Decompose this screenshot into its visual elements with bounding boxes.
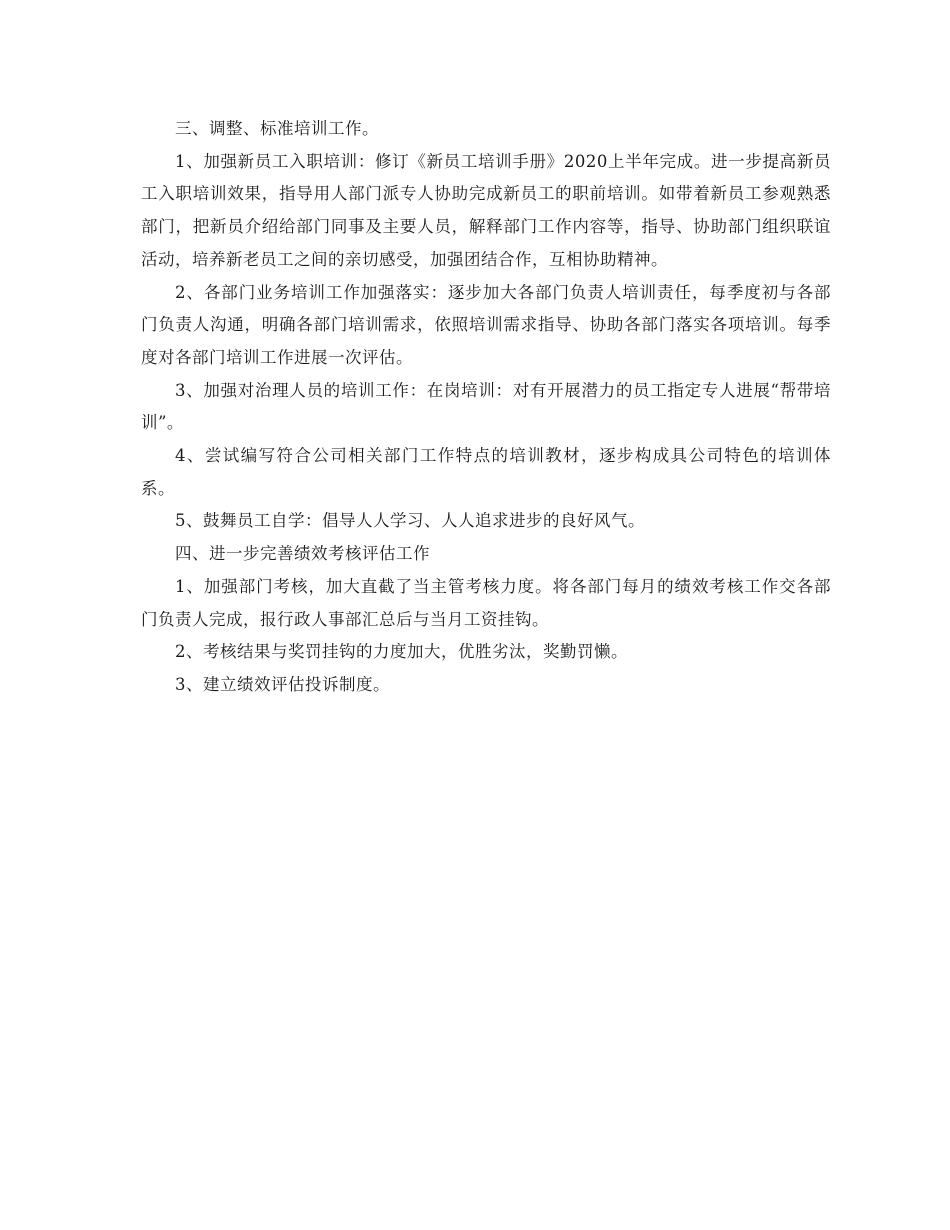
paragraph-self-study: 5、鼓舞员工自学：倡导人人学习、人人追求进步的良好风气。 [175,511,645,531]
section-heading-4: 四、进一步完善绩效考核评估工作 [175,544,430,564]
paragraph-training-materials: 4、尝试编写符合公司相关部门工作特点的培训教材，逐步构成具公司特色的培训体系。 [141,446,831,498]
paragraph-management-training: 3、加强对治理人员的培训工作：在岗培训：对有开展潜力的员工指定专人进展“帮带培训”。 [141,380,831,433]
section-heading-3: 三、调整、标准培训工作。 [175,119,379,138]
document-body [141,113,831,702]
paragraph-complaint-system: 3、建立绩效评估投诉制度。 [175,674,390,694]
paragraph-department-training: 2、各部门业务培训工作加强落实：逐步加大各部门负责人培训责任，每季度初与各部门负责人沟通，明确各部门培训需求，依照培训需求指导、协助各部门落实各项培训。每季度对各部门培训工作进展一次评估。 [141,282,831,367]
paragraph-new-employee-training: 1、加强新员工入职培训：修订《新员工培训手册》2020上半年完成。进一步提高新员工入职培训效果，指导用人部门派专人协助完成新员工的职前培训。如带着新员工参观熟悉部门，把新员介绍给部门同事及主要人员，解释部门工作内容等，指导、协助部门组织联谊活动，培养新老员工之间的亲切感受，加强团结合作，互相协助精神。 [141,151,831,269]
paragraph-department-assessment: 1、加强部门考核，加大直截了当主管考核力度。将各部门每月的绩效考核工作交各部门负责人完成，报行政人事部汇总后与当月工资挂钩。 [141,576,831,629]
paragraph-reward-penalty: 2、考核结果与奖罚挂钩的力度加大，优胜劣汰，奖勤罚懒。 [175,642,628,662]
